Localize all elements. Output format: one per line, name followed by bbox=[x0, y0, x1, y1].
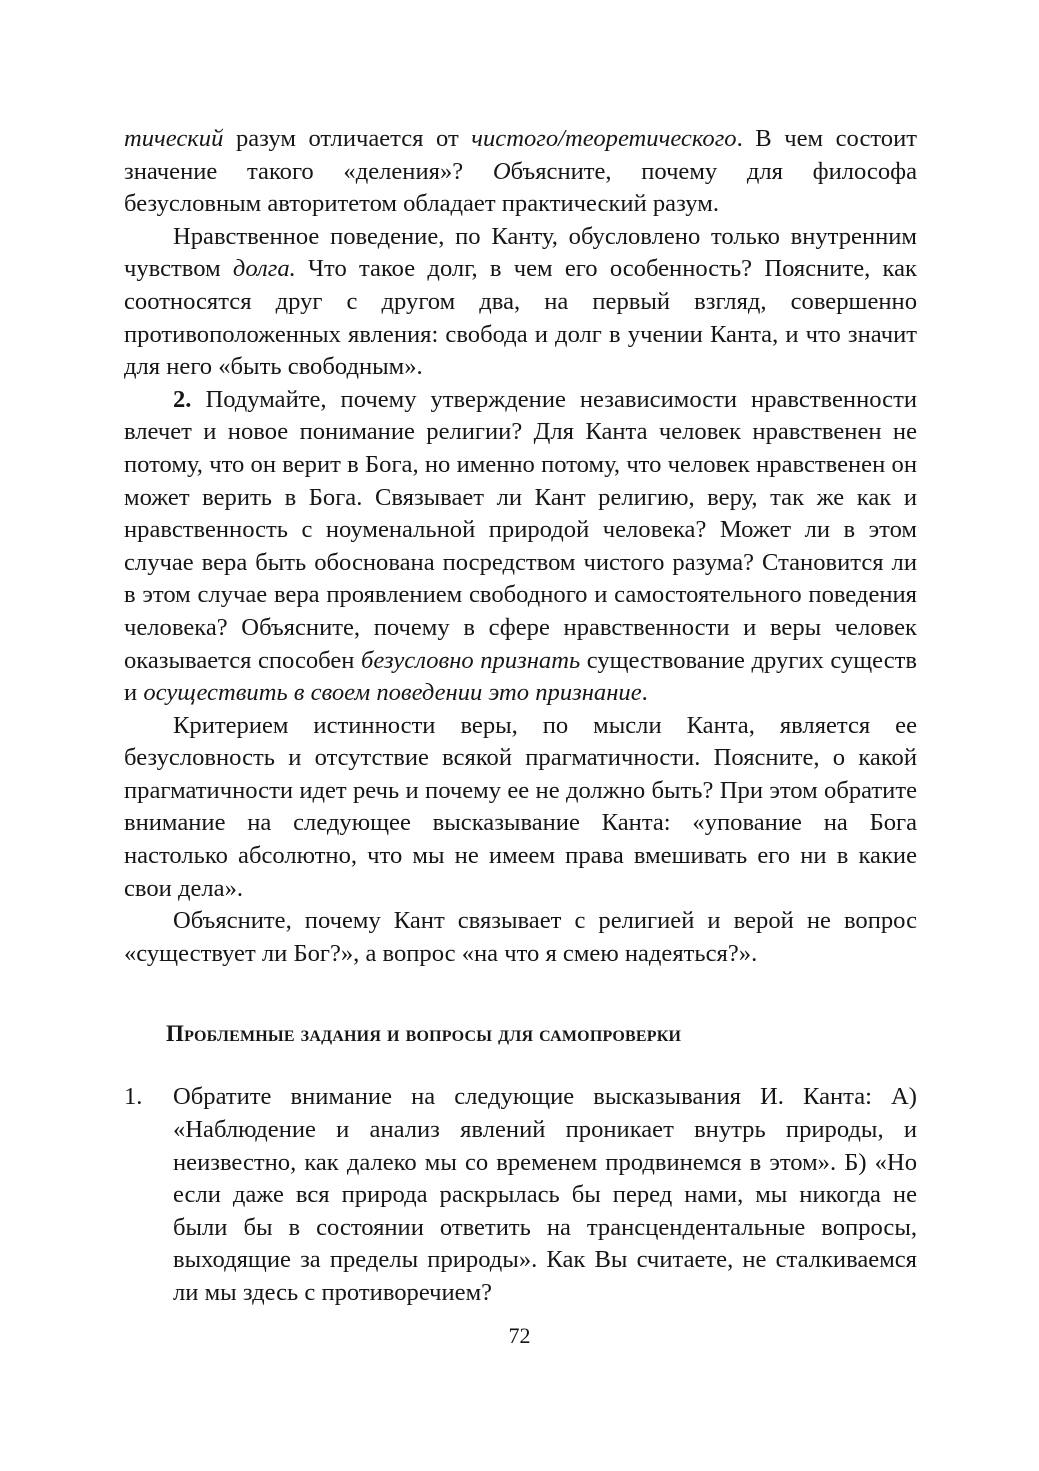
paragraph bbox=[124, 384, 917, 710]
paragraph bbox=[124, 905, 917, 970]
paragraph bbox=[124, 221, 917, 384]
text-run: Объясните, почему Кант связывает с религией и верой не вопрос «существует ли Бог?», а вопрос «на что я смею надеяться?». bbox=[124, 907, 917, 967]
bold-run: 2. bbox=[173, 385, 192, 413]
text-run: . bbox=[641, 679, 648, 707]
text-body bbox=[124, 123, 917, 970]
text-run: Критерием истинности веры, по мысли Канта, является ее безусловность и отсутствие всякой прагматичности. Поясните, о какой прагматичности идет речь и почему ее не должно быть? При этом обратите внимание на следующее высказывание Канта: «упование на Бога настолько абсолютно, что мы не имеем права вмешивать его ни в какие свои дела». bbox=[124, 711, 917, 902]
section-heading: Проблемные задания и вопросы для самопроверки bbox=[166, 1021, 682, 1047]
italic-run: О bbox=[492, 157, 511, 185]
text-run: Что такое долг, в чем его особенность? Поясните, как соотносятся друг с другом два, на первый взгляд, совершенно противоположенных явления: свобода и долг в учении Канта, и что значит для него «быть свободным». bbox=[124, 255, 917, 381]
text-run: Нравственное поведение, по Канту, обусловлено только внутренним чувством bbox=[124, 222, 917, 283]
italic-run: чистого/теоретического bbox=[471, 125, 737, 152]
text-run: существование других существ и bbox=[124, 646, 917, 707]
italic-run: безусловно признать bbox=[360, 646, 581, 674]
text-run: бъясните, почему для философа безусловным авторитетом обладает практический разум. bbox=[124, 157, 917, 218]
question-text: Обратите внимание на следующие высказывания И. Канта: А) «Наблюдение и анализ явлений проникает внутрь природы, и неизвестно, как далеко мы со временем продвинемся в этом». Б) «Но если даже вся природа раскрылась бы перед нами, мы никогда не были бы в состоянии ответить на трансцендентальные вопросы, выходящие за пределы природы». Как Вы считаете, не сталкиваемся ли мы здесь с противоречием? bbox=[173, 1083, 917, 1306]
italic-run: тический bbox=[124, 125, 224, 152]
italic-run: осуществить в своем поведении это признание bbox=[143, 679, 642, 707]
page-number: 72 bbox=[508, 1323, 531, 1348]
italic-run: долга. bbox=[232, 255, 296, 283]
paragraph bbox=[124, 123, 917, 221]
question-number: 1. bbox=[124, 1083, 143, 1111]
text-run: . В чем состоит значение такого «деления»? bbox=[124, 125, 918, 185]
paragraph bbox=[124, 710, 917, 906]
text-run: Подумайте, почему утверждение независимости нравственности влечет и новое понимание религии? Для Канта человек нравственен не потому, что он верит в Бога, но именно потому, что человек нравственен он может верить в Бога. Связывает ли Кант религию, веру, так же как и нравственность с ноуменальной природой человека? Может ли в этом случае вера быть обоснована посредством чистого разума? Становится ли в этом случае вера проявлением свободного и самостоятельного поведения человека? Объясните, почему в сфере нравственности и веры человек оказывается способен bbox=[124, 385, 917, 674]
question-list bbox=[124, 1081, 917, 1309]
page-body bbox=[124, 123, 917, 1310]
text-run: разум отличается от bbox=[223, 125, 472, 152]
